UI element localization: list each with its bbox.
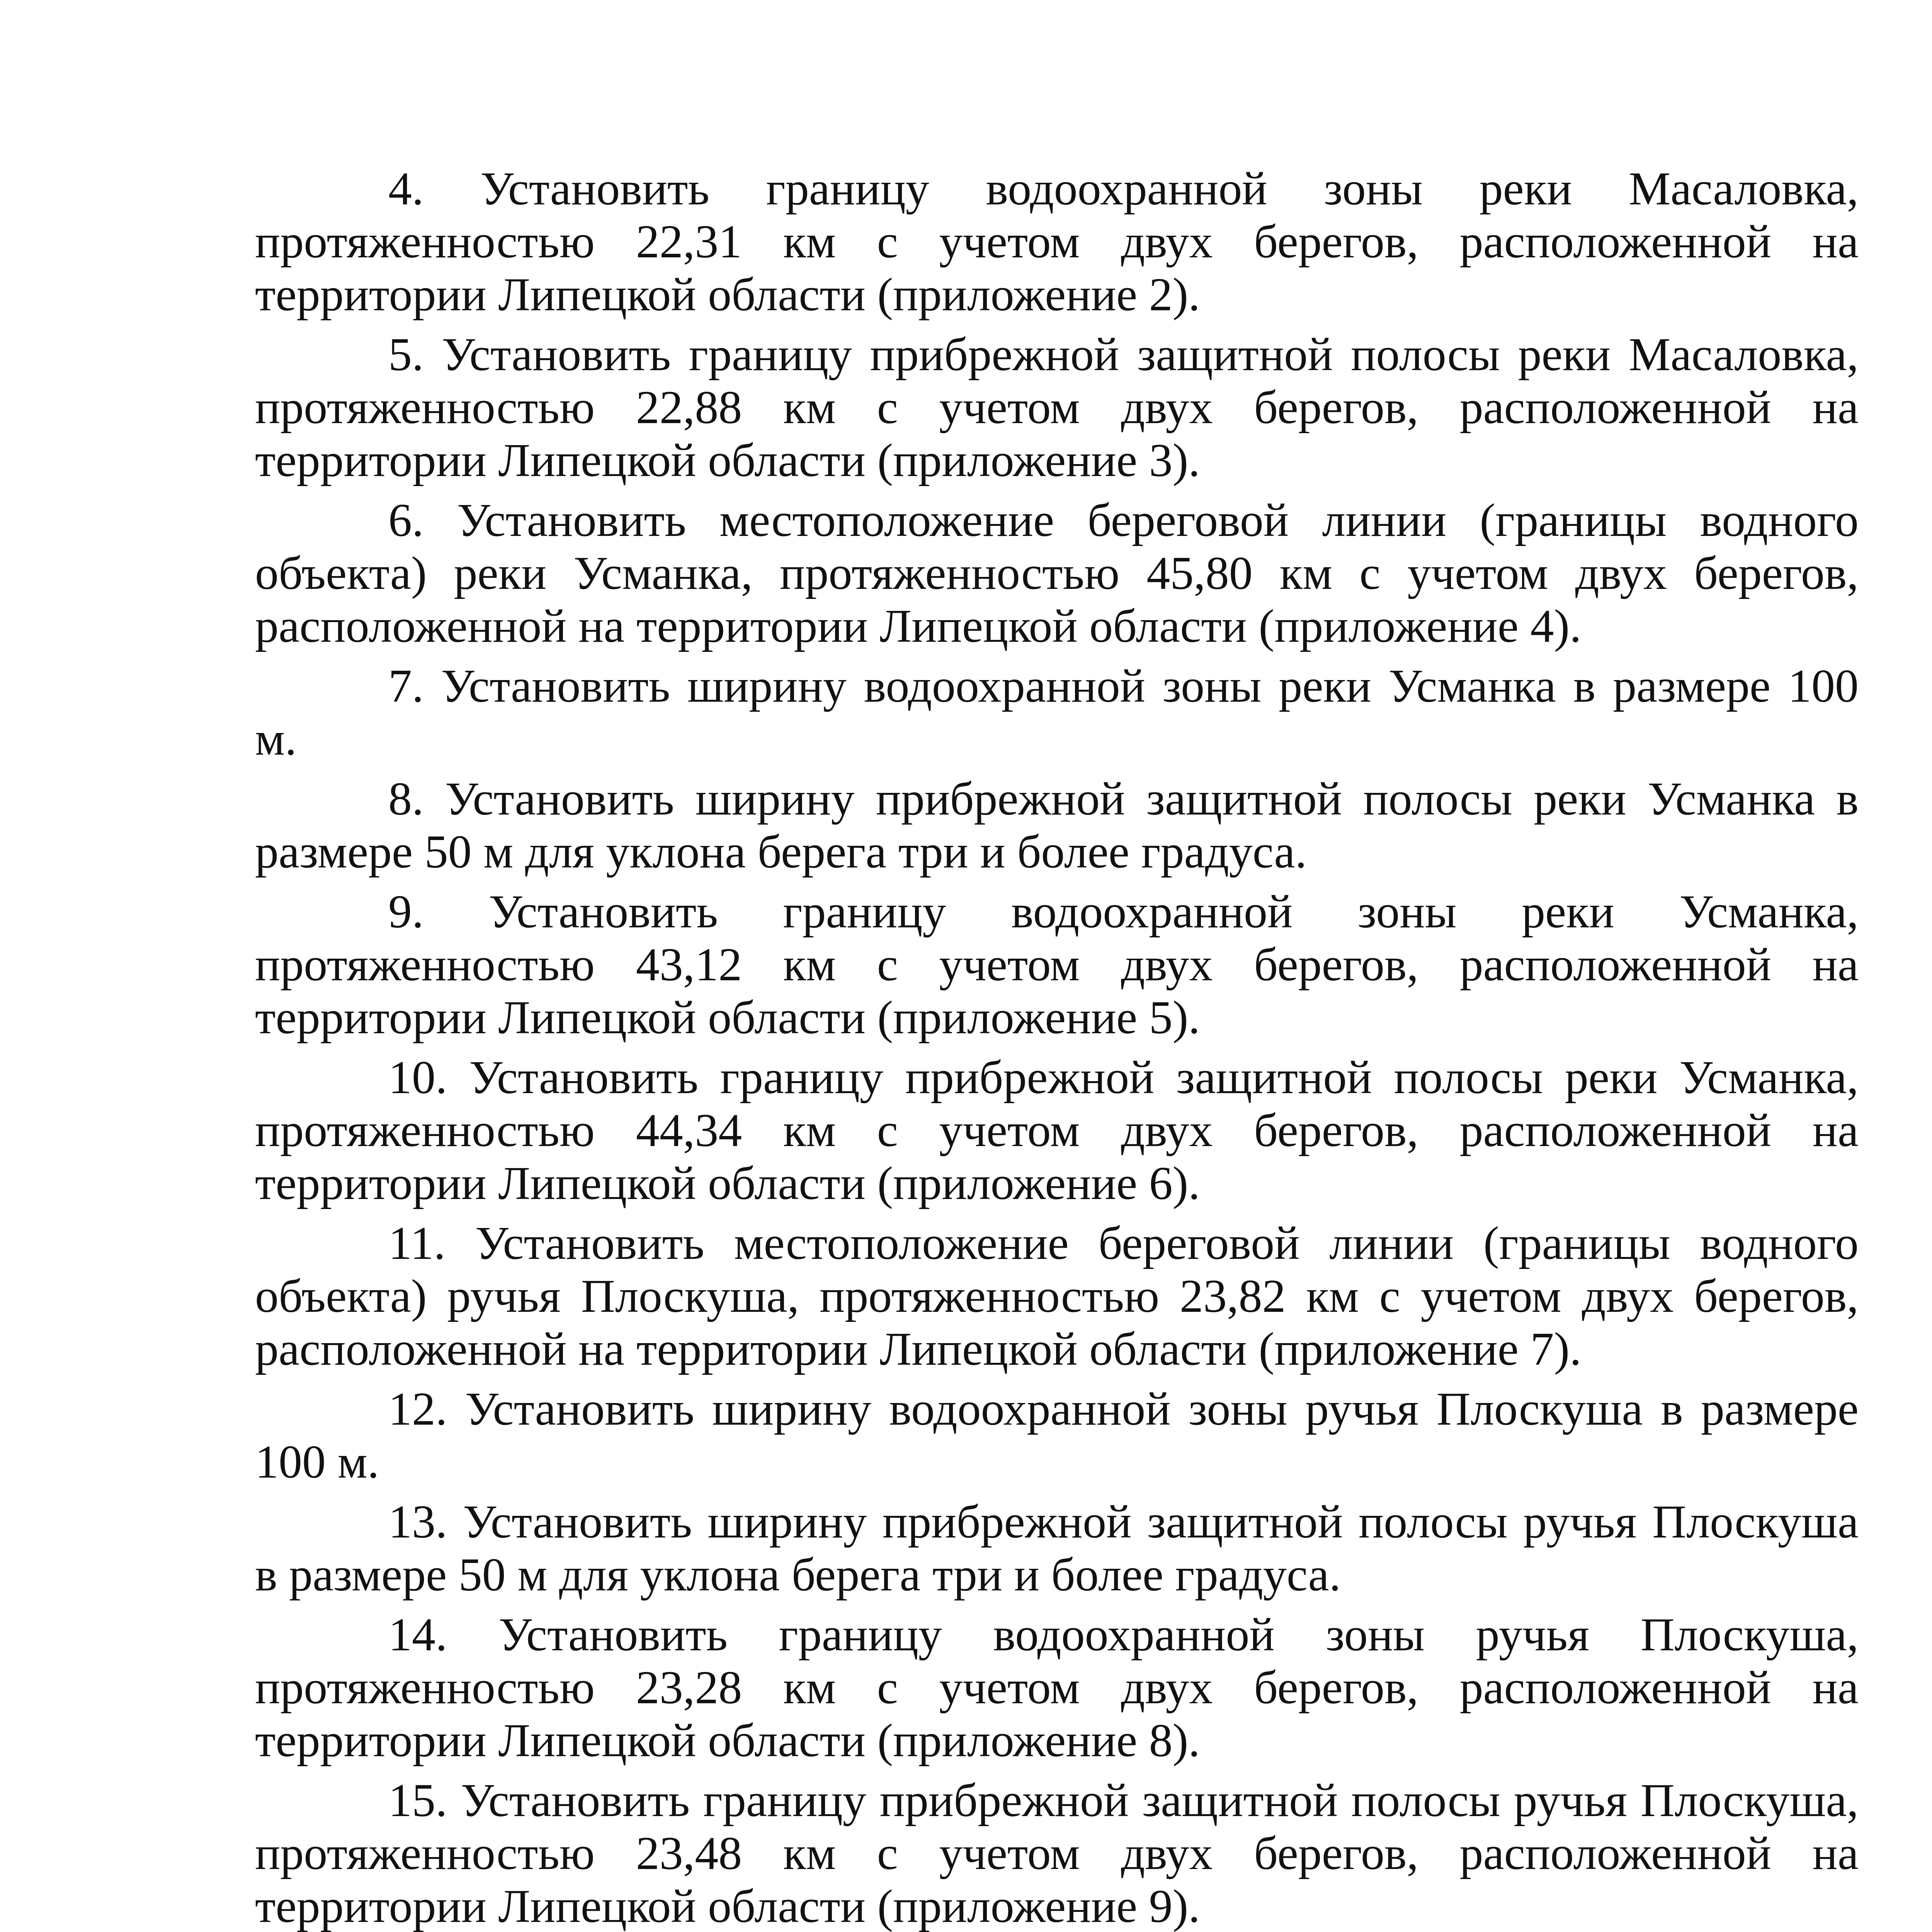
- clause-12: 12. Установить ширину водоохранной зоны ручья Плоскуша в размере 100 м.: [255, 1383, 1859, 1488]
- clause-5: 5. Установить границу прибрежной защитной полосы реки Масаловка, протяженностью 22,88 км с учетом двух берегов, расположенной на территории Липецкой области (приложение 3).: [255, 328, 1859, 486]
- clause-8: 8. Установить ширину прибрежной защитной полосы реки Усманка в размере 50 м для уклона берега три и более градуса.: [255, 773, 1859, 878]
- clause-13: 13. Установить ширину прибрежной защитной полосы ручья Плоскуша в размере 50 м для уклона берега три и более градуса.: [255, 1496, 1859, 1601]
- clause-6: 6. Установить местоположение береговой линии (границы водного объекта) реки Усманка, протяженностью 45,80 км с учетом двух берегов, расположенной на территории Липецкой области (приложение 4).: [255, 494, 1859, 652]
- clause-7: 7. Установить ширину водоохранной зоны реки Усманка в размере 100 м.: [255, 660, 1859, 765]
- document-body: [255, 162, 1859, 1932]
- clause-14: 14. Установить границу водоохранной зоны ручья Плоскуша, протяженностью 23,28 км с учетом двух берегов, расположенной на территории Липецкой области (приложение 8).: [255, 1609, 1859, 1767]
- clause-11: 11. Установить местоположение береговой линии (границы водного объекта) ручья Плоскуша, протяженностью 23,82 км с учетом двух берегов, расположенной на территории Липецкой области (приложение 7).: [255, 1217, 1859, 1375]
- clause-15: 15. Установить границу прибрежной защитной полосы ручья Плоскуша, протяженностью 23,48 км с учетом двух берегов, расположенной на территории Липецкой области (приложение 9).: [255, 1774, 1859, 1932]
- clause-9: 9. Установить границу водоохранной зоны реки Усманка, протяженностью 43,12 км с учетом двух берегов, расположенной на территории Липецкой области (приложение 5).: [255, 886, 1859, 1044]
- clause-4: 4. Установить границу водоохранной зоны реки Масаловка, протяженностью 22,31 км с учетом двух берегов, расположенной на территории Липецкой области (приложение 2).: [255, 163, 1859, 321]
- clause-10: 10. Установить границу прибрежной защитной полосы реки Усманка, протяженностью 44,34 км с учетом двух берегов, расположенной на территории Липецкой области (приложение 6).: [255, 1051, 1859, 1209]
